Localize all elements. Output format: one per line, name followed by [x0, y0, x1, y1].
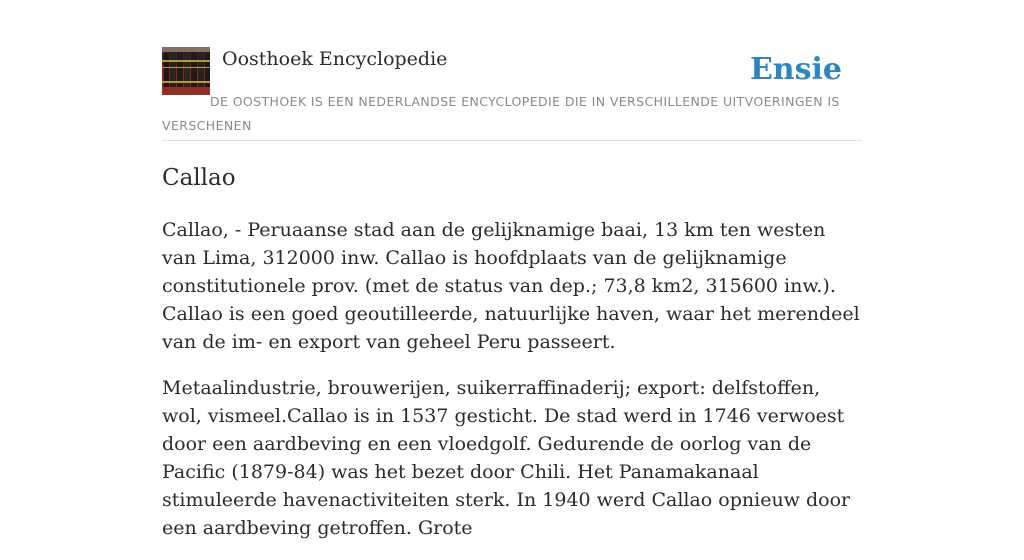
article-paragraph: Callao, - Peruaanse stad aan de gelijknamige baai, 13 km ten westen van Lima, 312000 inw. Callao is hoofdplaats van de gelijknamige constitutionele prov. (met de status van dep.; 73,8 km2, 315600 inw.). Callao is een goed geoutilleerde, natuurlijke haven, waar het merendeel van de im- en export van geheel Peru passeert. [162, 219, 860, 353]
ensie-logo[interactable]: Ensie [749, 52, 842, 87]
source-tagline: DE OOSTHOEK IS EEN NEDERLANDSE ENCYCLOPEDIE DIE IN VERSCHILLENDE UITVOERINGEN IS VERSCHENEN [162, 94, 840, 133]
source-title[interactable]: Oosthoek Encyclopedie [222, 48, 448, 70]
source-header [162, 46, 862, 141]
source-avatar[interactable] [162, 47, 210, 95]
article-title: Callao [162, 165, 236, 191]
encyclopedia-books-icon [162, 47, 210, 95]
article-paragraph: Metaalindustrie, brouwerijen, suikerraffinaderij; export: delfstoffen, wol, vismeel.Callao is in 1537 gesticht. De stad werd in 1746 verwoest door een aardbeving en een vloedgolf. Gedurende de oorlog van de Pacific (1879-84) was het bezet door Chili. Het Panamakanaal stimuleerde havenactiviteiten sterk. In 1940 werd Callao opnieuw door een aardbeving getroffen. Grote [162, 377, 851, 539]
article-body [162, 216, 862, 560]
